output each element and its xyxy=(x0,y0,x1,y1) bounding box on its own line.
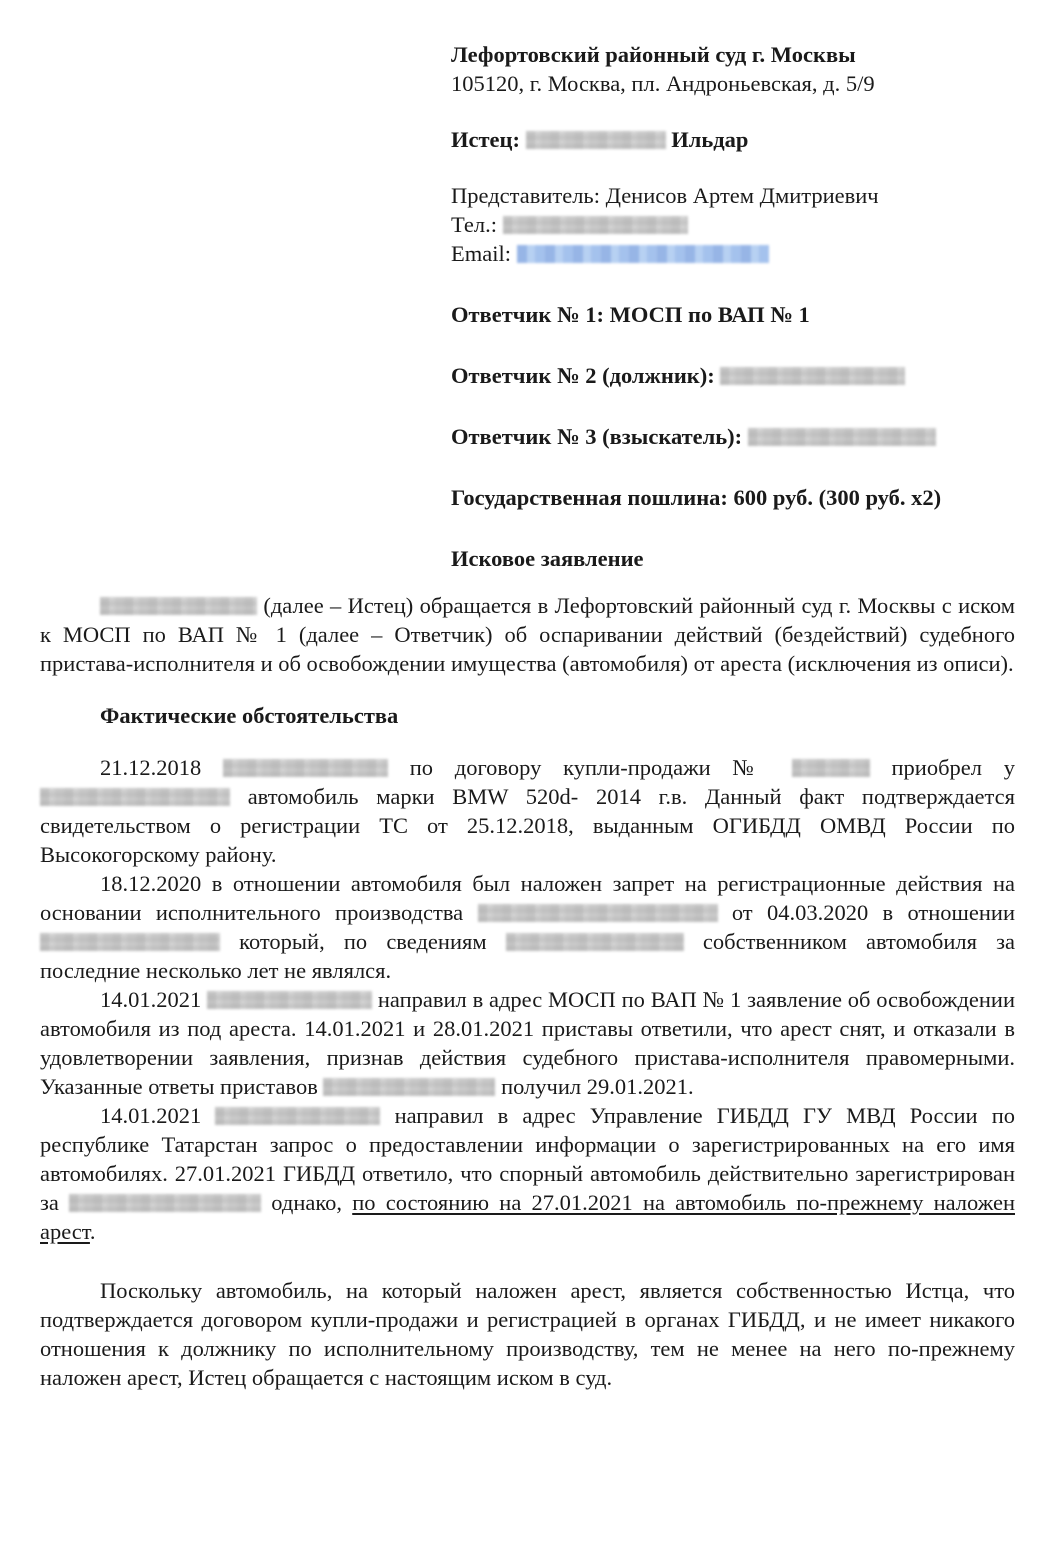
redacted-source xyxy=(506,933,684,951)
intro-text: (далее – Истец) обращается в Лефортовский районный суд г. Москвы с иском к МОСП по ВАП № 1 (далее – Ответчик) об оспаривании действий (бездействий) судебного пристава-исполнителя и об освобождении имущества (автомобиля) от ареста (исключения из описи). xyxy=(40,593,1015,676)
court-address: 105120, г. Москва, пл. Андроньевская, д. 5/9 xyxy=(451,71,875,96)
redacted-debtor xyxy=(720,367,905,385)
defendant-3-label: Ответчик № 3 (взыскатель): xyxy=(451,424,743,449)
document-header xyxy=(451,40,1051,573)
redacted-plaintiff-name xyxy=(100,597,257,615)
p3-text-c: получил 29.01.2021. xyxy=(495,1074,694,1099)
p2-text-b: от 04.03.2020 в отношении xyxy=(717,900,1015,925)
redacted-email-link xyxy=(517,245,769,263)
redacted-name xyxy=(215,1107,380,1125)
p2-text-c: который, по сведениям xyxy=(220,929,506,954)
p1-date: 21.12.2018 xyxy=(100,755,223,780)
p4-date: 14.01.2021 xyxy=(100,1103,216,1128)
phone-line xyxy=(451,210,1051,239)
redacted-contract-number xyxy=(792,759,870,777)
facts-paragraph-4 xyxy=(40,1101,1015,1246)
p1-text-d: автомобиль марки BMW 520d- 2014 г.в. Данный факт подтверждается свидетельством о регистрации ТС от 25.12.2018, выданным ОГИБДД ОМВД России по Высокогорскому району. xyxy=(40,784,1015,867)
court-name: Лефортовский районный суд г. Москвы xyxy=(451,42,856,67)
redacted-claimant xyxy=(748,428,936,446)
conclusion-paragraph: Поскольку автомобиль, на который наложен арест, является собственностью Истца, что подтверждается договором купли-продажи и регистрацией в органах ГИБДД, и не имеет никакого отношения к должнику по исполнительному производству, тем не менее на него по-прежнему наложен арест, Истец обращается с настоящим иском в суд. xyxy=(40,1278,1015,1390)
p4-underlined-text: по состоянию на 27.01.2021 на автомобиль по-прежнему наложен арест xyxy=(40,1190,1015,1244)
p4-text-b: направил в адрес Управление ГИБДД ГУ МВД России по республике Татарстан запрос о предоставлении информации о зарегистрированных на его имя автомобилях. 27.01.2021 ГИБДД ответило, что спорный автомобиль действительно зарегистрирован за xyxy=(40,1103,1016,1215)
plaintiff-label: Истец: xyxy=(451,127,520,152)
redacted-seller xyxy=(40,788,230,806)
state-fee: Государственная пошлина: 600 руб. (300 руб. х2) xyxy=(451,485,942,510)
plaintiff-name: Ильдар xyxy=(671,127,749,152)
redacted-name xyxy=(323,1078,495,1096)
p2-text-a: 18.12.2020 в отношении автомобиля был наложен запрет на регистрационные действия на основании исполнительного производства xyxy=(40,871,1015,925)
facts-paragraph-1 xyxy=(40,753,1015,869)
defendant-2-label: Ответчик № 2 (должник): xyxy=(451,363,715,388)
redacted-name xyxy=(207,991,372,1009)
defendant-2 xyxy=(451,361,1051,390)
redacted-proceeding-number xyxy=(478,904,718,922)
redacted-name xyxy=(69,1194,261,1212)
p4-text-d: . xyxy=(89,1219,96,1244)
defendant-3 xyxy=(451,422,1051,451)
facts-paragraph-2 xyxy=(40,869,1015,985)
redacted-name xyxy=(223,759,388,777)
redacted-phone xyxy=(503,216,688,234)
intro-paragraph xyxy=(40,591,1015,678)
p1-text-c: приобрел у xyxy=(869,755,1015,780)
document-title: Исковое заявление xyxy=(451,546,644,571)
redacted-debtor-name xyxy=(40,933,220,951)
p3-text-b: направил в адрес МОСП по ВАП № 1 заявление об освобождении автомобиля из под ареста. 14.01.2021 и 28.01.2021 приставы ответили, что арест снят, и отказали в удовлетворении заявления, признав действия судебного пристава-исполнителя правомерными. Указанные ответы приставов xyxy=(40,987,1016,1099)
representative-line: Представитель: Денисов Артем Дмитриевич xyxy=(451,183,879,208)
p4-text-c: однако, xyxy=(261,1190,353,1215)
p1-text-b: по договору купли-продажи № xyxy=(388,755,792,780)
p3-date: 14.01.2021 xyxy=(100,987,208,1012)
redacted-surname xyxy=(526,131,666,149)
facts-paragraph-3 xyxy=(40,985,1015,1101)
email-label: Email: xyxy=(451,241,511,266)
p2-text-d: собственником автомобиля за последние несколько лет не являлся. xyxy=(40,929,1016,983)
defendant-1: Ответчик № 1: МОСП по ВАП № 1 xyxy=(451,302,810,327)
facts-heading: Фактические обстоятельства xyxy=(100,703,399,728)
document-body xyxy=(40,591,1015,1392)
plaintiff-line xyxy=(451,125,1051,154)
email-line xyxy=(451,239,1051,268)
phone-label: Тел.: xyxy=(451,212,497,237)
